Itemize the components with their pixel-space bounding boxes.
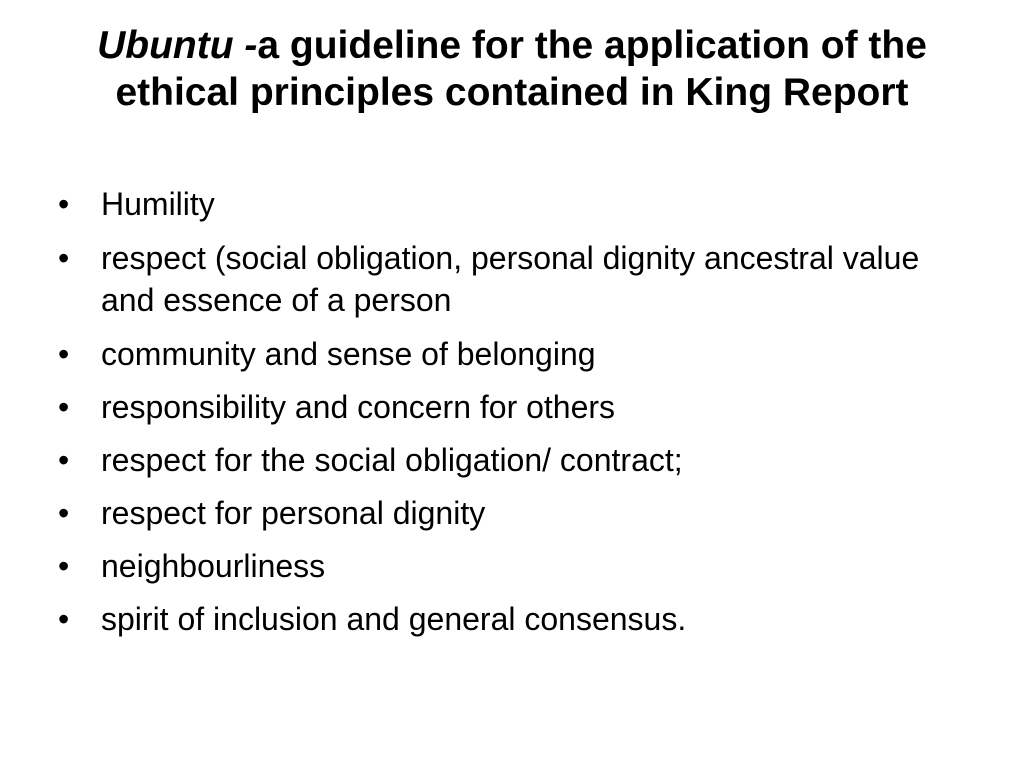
title-rest: a guideline for the application of the ethical principles contained in King Report: [115, 24, 927, 114]
bullet-marker: •: [58, 601, 70, 637]
bullet-marker: •: [58, 548, 70, 584]
list-item-text: neighbourliness: [101, 548, 326, 584]
list-item: [58, 237, 978, 321]
bullet-list: [58, 184, 978, 652]
title-italic-part: Ubuntu -: [97, 24, 258, 67]
bullet-marker: •: [58, 442, 70, 478]
list-item-text: respect for the social obligation/ contract;: [101, 442, 683, 478]
list-item-text: community and sense of belonging: [101, 336, 596, 372]
list-item: [58, 493, 978, 533]
bullet-marker: •: [58, 186, 70, 222]
slide-title: [40, 22, 984, 116]
list-item: [58, 334, 978, 374]
bullet-marker: •: [58, 240, 70, 276]
list-item: [58, 599, 978, 639]
list-item-text: responsibility and concern for others: [101, 389, 616, 425]
list-item: [58, 387, 978, 427]
list-item: [58, 546, 978, 586]
list-item: [58, 440, 978, 480]
bullet-marker: •: [58, 389, 70, 425]
bullet-marker: •: [58, 495, 70, 531]
list-item-text: Humility: [101, 186, 215, 222]
list-item-text: spirit of inclusion and general consensus.: [101, 601, 687, 637]
bullet-marker: •: [58, 336, 70, 372]
list-item-text: respect (social obligation, personal dignity ancestral value and essence of a person: [101, 240, 920, 318]
list-item-text: respect for personal dignity: [101, 495, 486, 531]
list-item: [58, 184, 978, 224]
